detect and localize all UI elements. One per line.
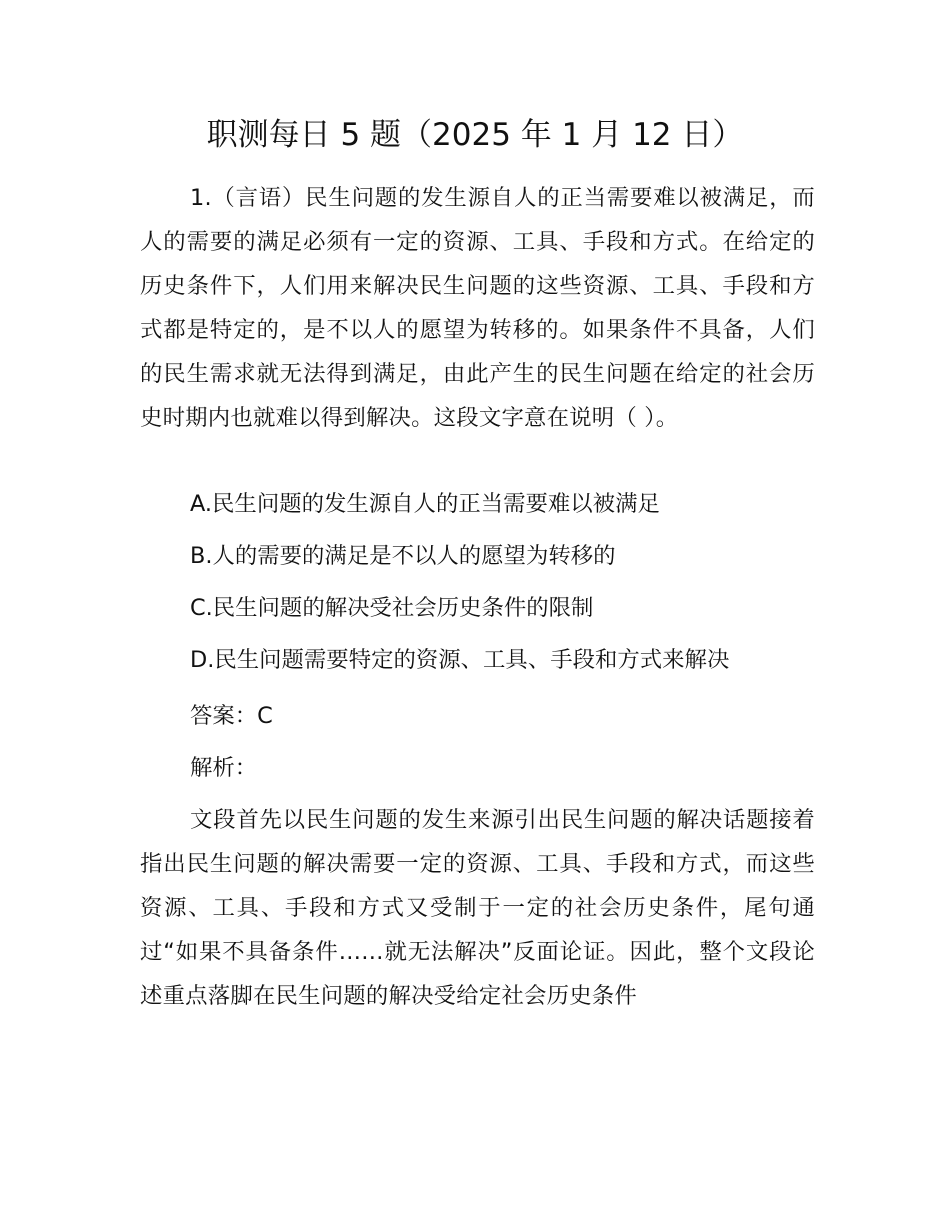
question-text: 1.（言语）民生问题的发生源自人的正当需要难以被满足，而人的需要的满足必须有一定的资源、工具、手段和方式。在给定的历史条件下，人们用来解决民生问题的这些资源、工具、手段和方式都是特定的，是不以人的愿望为转移的。如果条件不具备，人们的民生需求就无法得到满足，由此产生的民生问题在给定的社会历史时期内也就难以得到解决。这段文字意在说明（ ）。 bbox=[140, 185, 815, 431]
answer-line: 答案：C bbox=[190, 703, 273, 729]
option-a: A.民生问题的发生源自人的正当需要难以被满足 bbox=[190, 491, 660, 517]
question-stem bbox=[140, 176, 815, 440]
option-b: B.人的需要的满足是不以人的愿望为转移的 bbox=[190, 543, 616, 569]
option-d: D.民生问题需要特定的资源、工具、手段和方式来解决 bbox=[190, 647, 730, 673]
analysis-block bbox=[140, 798, 815, 1018]
analysis-label: 解析： bbox=[190, 755, 258, 781]
option-c: C.民生问题的解决受社会历史条件的限制 bbox=[190, 595, 594, 621]
analysis-text: 文段首先以民生问题的发生来源引出民生问题的解决话题接着指出民生问题的解决需要一定的资源、工具、手段和方式，而这些资源、工具、手段和方式又受制于一定的社会历史条件，尾句通过“如果不具备条件……就无法解决”反面论证。因此，整个文段论述重点落脚在民生问题的解决受给定社会历史条件 bbox=[140, 807, 815, 1009]
page-title: 职测每日 5 题（2025 年 1 月 12 日） bbox=[206, 117, 744, 153]
